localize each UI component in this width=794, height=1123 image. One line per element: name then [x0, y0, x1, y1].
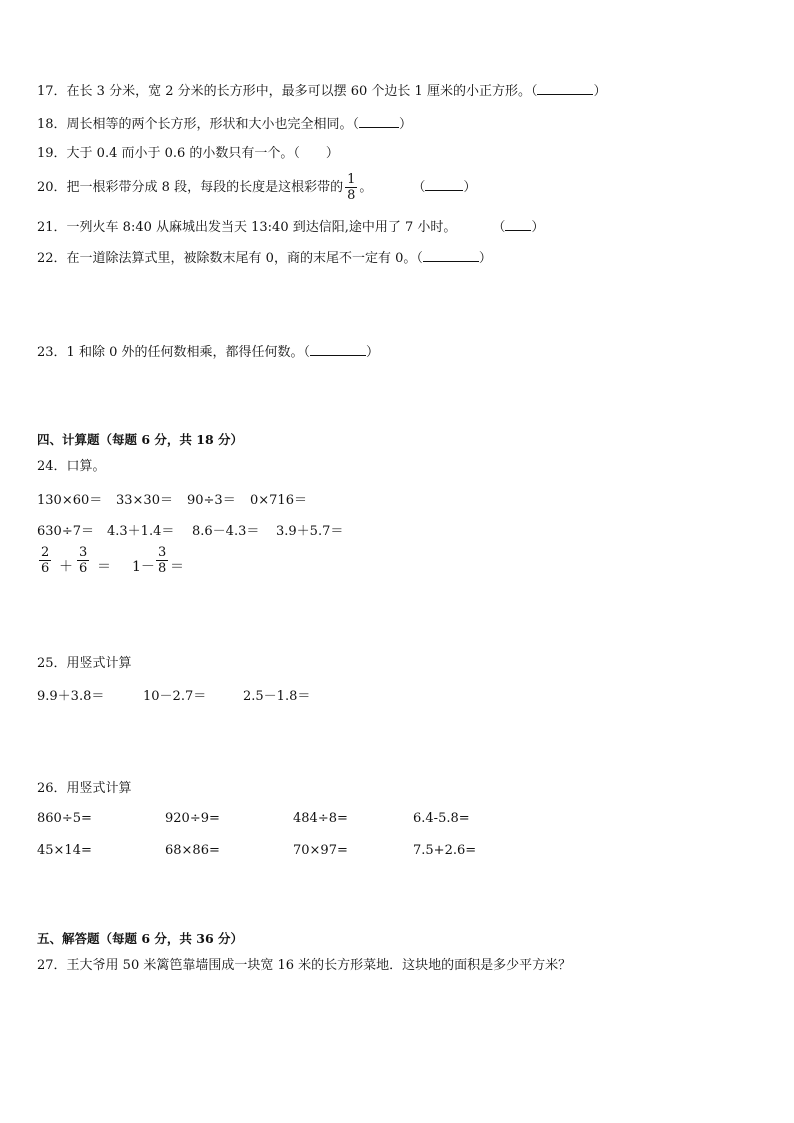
section-4-heading: 四、计算题（每题 6 分，共 18 分）	[37, 432, 244, 447]
question-21: 21．一列火车 8:40 从麻城出发当天 13:40 到达信阳,途中用了 7 小时。 （ ）	[37, 220, 545, 235]
vertical-calc-26-7: 70×97=	[293, 843, 348, 858]
oral-calc-5: 630÷7＝	[37, 524, 94, 539]
vertical-calc-26-1: 860÷5=	[37, 811, 92, 826]
oral-calc-6: 4.3＋1.4＝	[107, 524, 175, 539]
question-25-label: 25．用竖式计算	[37, 656, 132, 671]
fraction-one-eighth: $\frac{1}{8}$	[347, 172, 356, 203]
vertical-calc-26-4: 6.4-5.8=	[413, 811, 470, 826]
oral-calc-2: 33×30＝	[116, 493, 173, 508]
question-17: 17．在长 3 分米，宽 2 分米的长方形中，最多可以摆 60 个边长 1 厘米的小正方形。（ ）	[37, 84, 607, 99]
vertical-calc-25-1: 9.9＋3.8＝	[37, 689, 105, 704]
oral-calc-fractions: 2 6 ＋ 3 6 ＝ 1－ 3 8 ＝	[41, 545, 184, 576]
vertical-calc-25-2: 10－2.7＝	[143, 689, 207, 704]
oral-calc-4: 0×716＝	[250, 493, 307, 508]
question-20: 20．把一根彩带分成 8 段，每段的长度是这根彩带的 $\frac{1}{8}$ 。 （ ）	[37, 172, 477, 203]
vertical-calc-26-5: 45×14=	[37, 843, 92, 858]
fraction-3-8: 3 8	[158, 545, 167, 576]
fraction-2-6: 2 6	[41, 545, 50, 576]
question-21-text: 21．一列火车 8:40 从麻城出发当天 13:40 到达信阳,途中用了 7 小时。	[37, 220, 457, 235]
question-19: 19．大于 0.4 而小于 0.6 的小数只有一个。（ ）	[37, 146, 339, 161]
question-18: 18．周长相等的两个长方形，形状和大小也完全相同。（ ）	[37, 117, 413, 132]
question-20-text: 20．把一根彩带分成 8 段，每段的长度是这根彩带的	[37, 180, 344, 195]
oral-calc-1: 130×60＝	[37, 493, 103, 508]
question-19-text: 19．大于 0.4 而小于 0.6 的小数只有一个。（	[37, 146, 300, 161]
question-22-text: 22．在一道除法算式里，被除数末尾有 0，商的末尾不一定有 0。（	[37, 251, 423, 266]
answer-blank-23[interactable]	[310, 343, 366, 356]
question-26-label: 26．用竖式计算	[37, 781, 132, 796]
oral-calc-8: 3.9＋5.7＝	[276, 524, 344, 539]
question-17-text: 17．在长 3 分米，宽 2 分米的长方形中，最多可以摆 60 个边长 1 厘米的小正方形。（	[37, 84, 538, 99]
question-18-text: 18．周长相等的两个长方形，形状和大小也完全相同。（	[37, 117, 360, 132]
question-23: 23．1 和除 0 外的任何数相乘，都得任何数。（ ）	[37, 345, 379, 360]
oral-calc-7: 8.6－4.3＝	[192, 524, 260, 539]
answer-blank-22[interactable]	[423, 249, 479, 262]
vertical-calc-25-3: 2.5－1.8＝	[243, 689, 311, 704]
vertical-calc-26-2: 920÷9=	[165, 811, 220, 826]
oral-calc-3: 90÷3＝	[187, 493, 236, 508]
question-24-label: 24．口算。	[37, 459, 106, 474]
answer-blank-20[interactable]	[425, 178, 463, 191]
answer-blank-21[interactable]	[505, 218, 531, 231]
section-5-heading: 五、解答题（每题 6 分，共 36 分）	[37, 931, 244, 946]
vertical-calc-26-3: 484÷8=	[293, 811, 348, 826]
vertical-calc-26-6: 68×86=	[165, 843, 220, 858]
question-23-text: 23．1 和除 0 外的任何数相乘，都得任何数。（	[37, 345, 310, 360]
answer-blank-17[interactable]	[537, 82, 593, 95]
question-27: 27．王大爷用 50 米篱笆靠墙围成一块宽 16 米的长方形菜地．这块地的面积是多少平方米？	[37, 958, 572, 973]
fraction-3-6: 3 6	[79, 545, 88, 576]
answer-blank-18[interactable]	[359, 115, 399, 128]
vertical-calc-26-8: 7.5+2.6=	[413, 843, 477, 858]
question-22: 22．在一道除法算式里，被除数末尾有 0，商的末尾不一定有 0。（ ）	[37, 251, 492, 266]
